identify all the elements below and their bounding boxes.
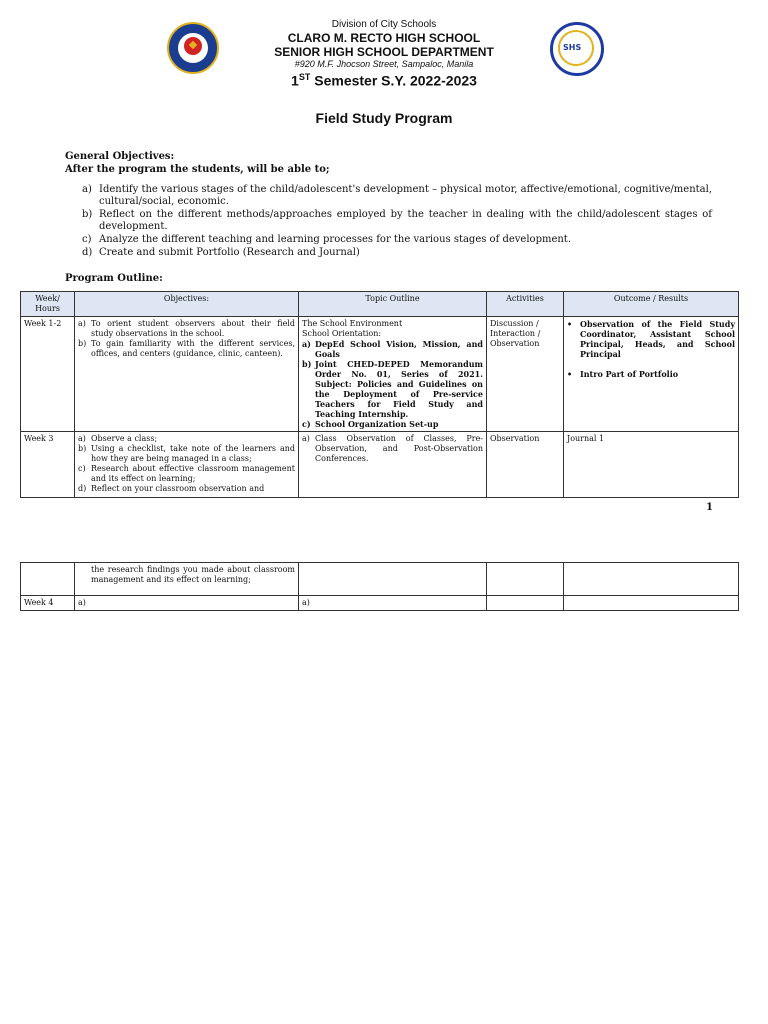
outline-heading: Program Outline: [65,273,163,284]
col-header-week: Week/ Hours [21,292,75,317]
objectives-cell: a) [75,596,299,611]
topic-cell: a) Class Observation of Classes, Pre-Observation, and Post-Observation Conferences. [299,432,487,498]
objectives-heading: General Objectives: [65,151,175,162]
week-cell: Week 4 [21,596,75,611]
topic-cell [299,563,487,596]
topic-cell: The School Environment School Orientation: a) DepEd School Vision, Mission, and Goals b) Joint CHED-DEPED Memorandum Order No. 01, Series of 2021. Subject: Policies and Guidelines on the Deployment of Pre-service Teachers for Field Study and Teaching Internship. c) School Organization Set-up [299,317,487,432]
table-row [21,432,739,498]
activities-cell: Observation [487,432,564,498]
objectives-cell: a) Observe a class; b) Using a checklist, take note of the learners and how they are being managed in a class; c) Research about effective classroom management and its effect on learning; d) Reflect on your classroom observation and [75,432,299,498]
week-cell: Week 3 [21,432,75,498]
activities-cell [487,563,564,596]
school-name: CLARO M. RECTO HIGH SCHOOL [287,31,481,45]
objective-item: d) Create and submit Portfolio (Research and Journal) [82,247,360,258]
page-title: Field Study Program [315,110,453,126]
activities-cell: Discussion / Interaction / Observation [487,317,564,432]
table-row [21,317,739,432]
outcome-cell [564,596,739,611]
program-outline-table [20,291,739,498]
objective-item: b) Reflect on the different methods/approaches employed by the teacher in dealing with the child/adolescent stages of development. [82,209,712,232]
activities-cell [487,596,564,611]
objectives-intro: After the program the students, will be able to; [65,164,330,175]
col-header-activities: Activities [487,292,564,317]
shs-seal-text: SHS [563,43,582,52]
objectives-cell: a) To orient student observers about their field study observations in the school. b) To gain familiarity with the different services, offices, and centers (guidance, clinic, canteen). [75,317,299,432]
col-header-topic: Topic Outline [299,292,487,317]
table-row [21,563,739,596]
table-header-row [21,292,739,317]
objective-item: c) Analyze the different teaching and learning processes for the various stages of development. [82,234,572,245]
col-header-objectives: Objectives: [75,292,299,317]
topic-cell: a) [299,596,487,611]
division-name: Division of City Schools [331,19,437,30]
objective-item: a) Identify the various stages of the child/adolescent's development – physical motor, affective/emotional, cognitive/mental, cultural/social, economic. [82,184,712,207]
school-address: #920 M.F. Jhocson Street, Sampaloc, Manila [294,59,474,69]
objectives-cell: the research findings you made about classroom management and its effect on learning; [75,563,299,596]
table-row [21,596,739,611]
outcome-cell [564,563,739,596]
program-outline-table-continued [20,562,739,611]
objectives-list [82,184,712,260]
col-header-outcome: Outcome / Results [564,292,739,317]
week-cell: Week 1-2 [21,317,75,432]
page-number: 1 [706,502,713,513]
outcome-cell: Journal 1 [564,432,739,498]
semester-line: 1ST Semester S.Y. 2022-2023 [291,72,477,89]
outcome-cell: • Observation of the Field Study Coordinator, Assistant School Principal, Heads, and School Principal • Intro Part of Portfolio [564,317,739,432]
week-cell [21,563,75,596]
department-name: SENIOR HIGH SCHOOL DEPARTMENT [274,45,494,59]
